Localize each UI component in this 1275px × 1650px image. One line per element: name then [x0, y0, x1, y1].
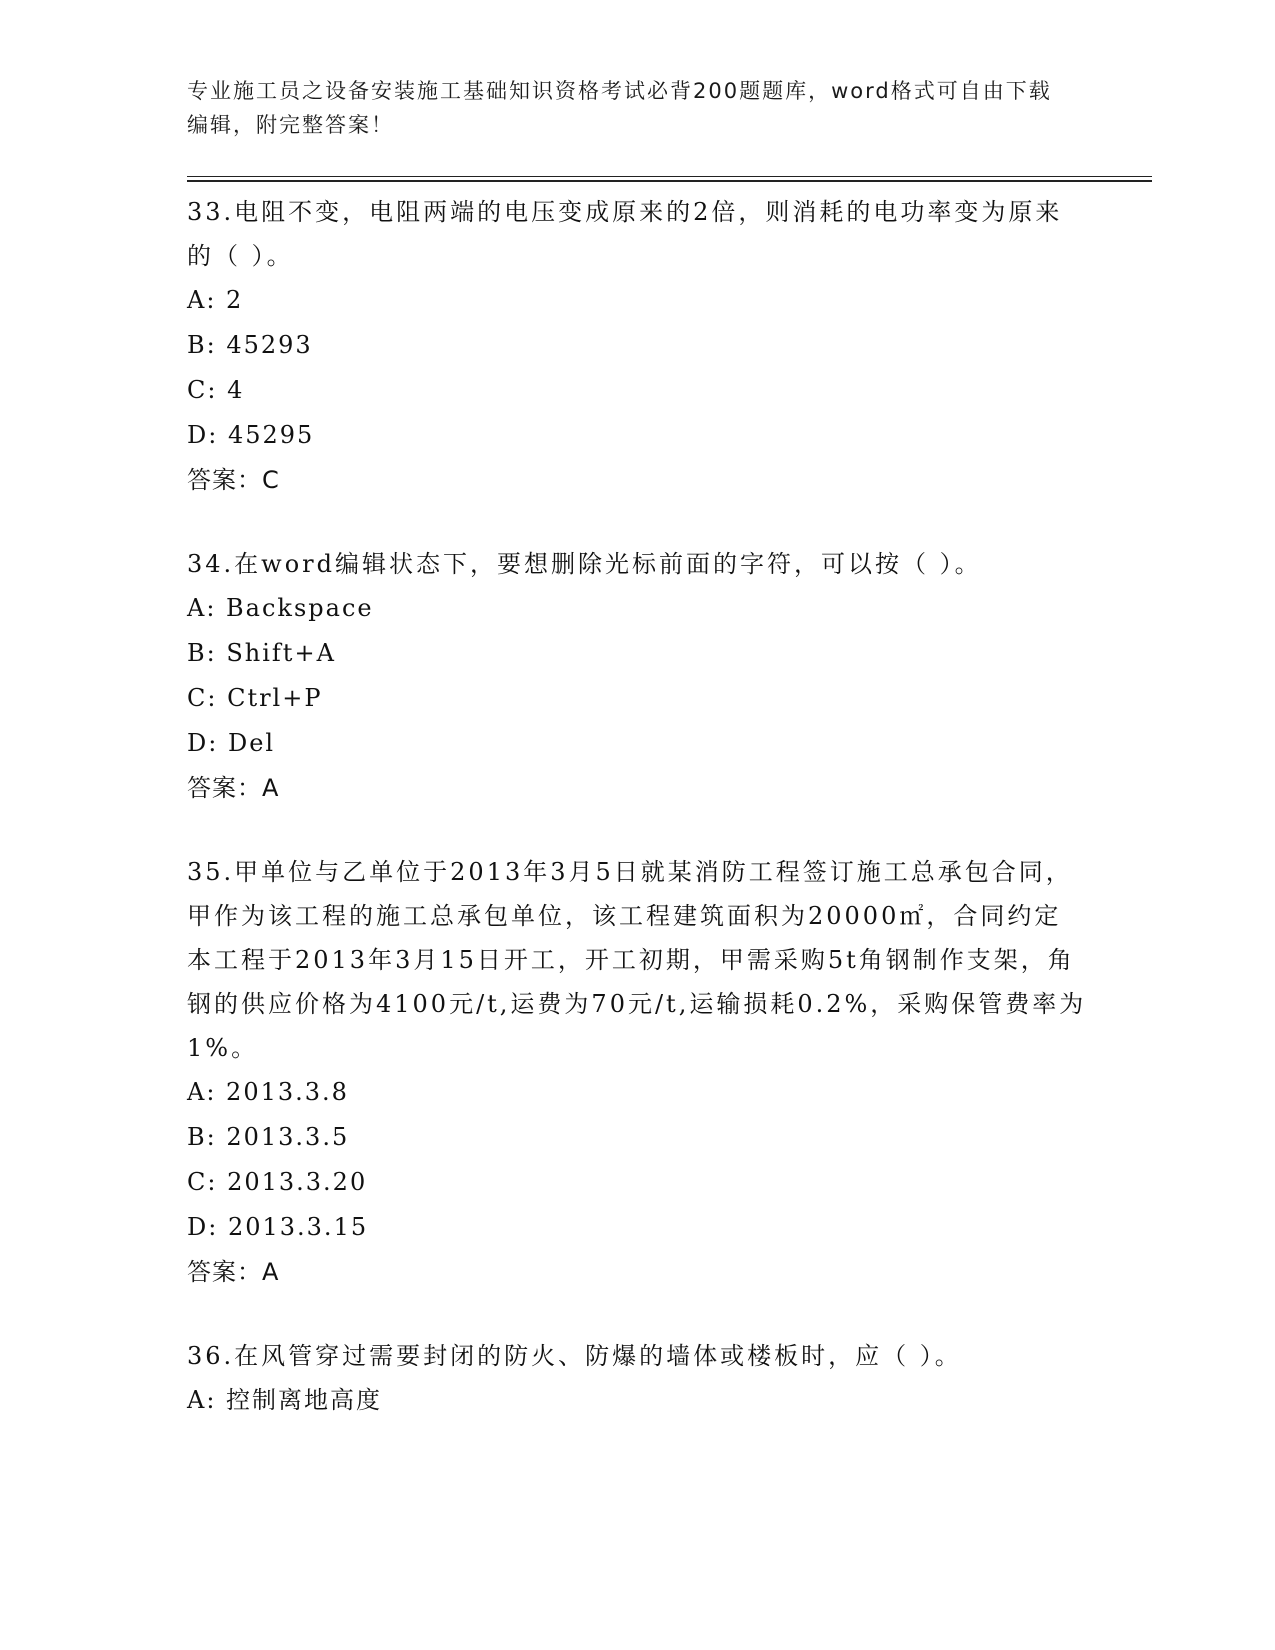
question-35 — [187, 850, 1087, 1294]
document-header: 专业施工员之设备安装施工基础知识资格考试必背200题题库，word格式可自由下载编辑，附完整答案！ — [187, 79, 1052, 137]
question-33 — [187, 190, 1087, 502]
answer: 答案：A — [187, 774, 280, 802]
option-a: A: 2 — [187, 286, 244, 314]
header-divider — [187, 176, 1152, 177]
option-d: D: 45295 — [187, 421, 315, 449]
answer: 答案：A — [187, 1258, 280, 1286]
question-stem: 33.电阻不变，电阻两端的电压变成原来的2倍，则消耗的电功率变为原来的（ ）。 — [187, 198, 1063, 270]
question-stem: 36.在风管穿过需要封闭的防火、防爆的墙体或楼板时，应（ ）。 — [187, 1342, 962, 1370]
question-list — [187, 190, 1087, 1463]
option-b: B: Shift+A — [187, 639, 336, 667]
option-c: C: Ctrl+P — [187, 684, 323, 712]
question-stem: 35.甲单位与乙单位于2013年3月5日就某消防工程签订施工总承包合同，甲作为该工程的施工总承包单位，该工程建筑面积为20000㎡，合同约定本工程于2013年3月15日开工，开工初期，甲需采购5t角钢制作支架，角钢的供应价格为4100元/t,运费为70元/t,运输损耗0.2%，采购保管费率为1%。 — [187, 858, 1087, 1062]
option-d: D: 2013.3.15 — [187, 1213, 369, 1241]
option-b: B: 2013.3.5 — [187, 1123, 350, 1151]
header-divider-thick — [187, 180, 1152, 182]
question-34 — [187, 542, 1087, 810]
option-a: A: 控制离地高度 — [187, 1386, 383, 1414]
option-b: B: 45293 — [187, 331, 313, 359]
option-a: A: Backspace — [187, 594, 374, 622]
question-stem: 34.在word编辑状态下，要想删除光标前面的字符，可以按（ ）。 — [187, 550, 982, 578]
option-a: A: 2013.3.8 — [187, 1078, 349, 1106]
option-d: D: Del — [187, 729, 276, 757]
option-c: C: 2013.3.20 — [187, 1168, 368, 1196]
option-c: C: 4 — [187, 376, 245, 404]
answer: 答案：C — [187, 466, 280, 494]
question-36 — [187, 1334, 1087, 1423]
